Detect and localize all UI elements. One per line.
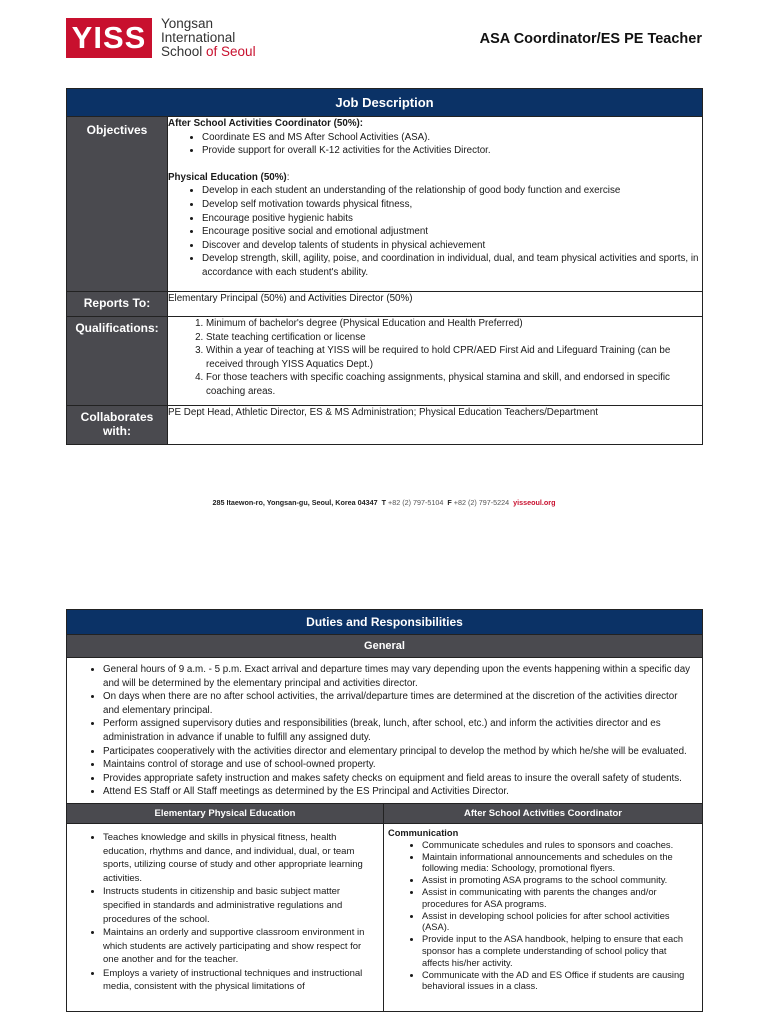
- qualifications-label: Qualifications:: [67, 317, 168, 406]
- list-item: • Encourage positive hygienic habits: [202, 212, 702, 226]
- list-item: • Develop self motivation towards physical fitness,: [202, 198, 702, 212]
- school-name-line1: Yongsan: [161, 16, 214, 31]
- list-item: • Encourage positive social and emotional adjustment: [202, 225, 702, 239]
- list-item: • Maintains control of storage and use of school-owned property.: [103, 758, 694, 772]
- es-pe-heading: Elementary Physical Education: [67, 803, 384, 823]
- school-logo: YISS: [66, 18, 152, 58]
- document-title: ASA Coordinator/ES PE Teacher: [479, 31, 702, 47]
- list-item: 1. Minimum of bachelor's degree (Physical Education and Health Preferred): [206, 317, 702, 331]
- pe-objective-list: [168, 184, 702, 279]
- qualifications-content: [168, 317, 703, 406]
- list-item: 4. For those teachers with specific coaching assignments, physical stamina and skill, and endorsed in specific coaching areas.: [206, 371, 702, 398]
- list-item: • Discover and develop talents of students in physical achievement: [202, 239, 702, 253]
- es-pe-list: [67, 831, 375, 994]
- asa-objective-heading: After School Activities Coordinator (50%):: [168, 118, 364, 129]
- list-item: • Perform assigned supervisory duties and responsibilities (break, lunch, after school, etc.) and inform the activities director and es administration in advance if unable to fulfill any assigned duty.: [103, 717, 694, 744]
- objectives-label: Objectives: [67, 117, 168, 292]
- asa-coordinator-heading: After School Activities Coordinator: [384, 803, 703, 823]
- list-item: • Coordinate ES and MS After School Activities (ASA).: [202, 131, 702, 145]
- asa-objective-list: [168, 131, 702, 158]
- footer-phone: +82 (2) 797-5104: [388, 498, 444, 507]
- school-name-line3: [161, 45, 256, 59]
- asa-coordinator-list: [388, 840, 696, 993]
- list-item: • Provides appropriate safety instruction and makes safety checks on equipment and field areas to insure the overall safety of students.: [103, 772, 694, 786]
- pe-objective-heading-suffix: :: [286, 171, 290, 183]
- list-item: • Participates cooperatively with the activities director and elementary principal to develop the method by which he/she will be evaluated.: [103, 745, 694, 759]
- list-item: • Attend ES Staff or All Staff meetings as determined by the ES Principal and Activities Director.: [103, 785, 694, 799]
- duties-heading: Duties and Responsibilities: [67, 610, 703, 635]
- list-item: • Teaches knowledge and skills in physical fitness, health education, rhythms and dance, and individual, dual, or team sports, utilizing course of study and other appropriate learning activities.: [103, 831, 375, 885]
- list-item: • Communicate with the AD and ES Office if students are causing behavioral issues in a class.: [422, 970, 696, 994]
- job-description-heading: Job Description: [67, 89, 703, 117]
- job-description-table: [66, 88, 703, 445]
- communication-heading: Communication: [388, 827, 459, 838]
- general-heading: General: [67, 635, 703, 658]
- general-list: [67, 663, 694, 799]
- list-item: • Provide input to the ASA handbook, helping to ensure that each sponsor has a complete understanding of school policy that affects his/her activity.: [422, 934, 696, 969]
- list-item: • Assist in promoting ASA programs to the school community.: [422, 875, 696, 887]
- duties-table: [66, 609, 703, 1012]
- list-item: • Develop strength, skill, agility, poise, and coordination in individual, dual, and team physical activities and sports, in accordance with each student's ability.: [202, 252, 702, 279]
- footer-fax: +82 (2) 797-5224: [453, 498, 510, 507]
- school-name-line2: International: [161, 30, 236, 45]
- school-name: [161, 17, 256, 59]
- es-pe-content: [67, 823, 384, 1011]
- page-header: [66, 18, 702, 62]
- school-name-line3b: of Seoul: [206, 44, 256, 59]
- list-item: • Employs a variety of instructional techniques and instructional media, consistent with the physical limitations of: [103, 967, 375, 994]
- collaborates-value: PE Dept Head, Athletic Director, ES & MS Administration; Physical Education Teachers/Department: [168, 406, 703, 445]
- general-content: [67, 658, 703, 804]
- list-item: • General hours of 9 a.m. - 5 p.m. Exact arrival and departure times may vary depending upon the events happening within a specific day and will be determined by the elementary principal and activities director.: [103, 663, 694, 690]
- qualifications-list: [168, 317, 702, 399]
- pe-objective-heading-line: [168, 171, 702, 185]
- reports-to-label: Reports To:: [67, 292, 168, 317]
- footer-website-link[interactable]: yisseoul.org: [513, 498, 556, 507]
- footer-phone-label: T: [381, 498, 387, 507]
- collaborates-label: Collaborates with:: [67, 406, 168, 445]
- list-item: • Develop in each student an understanding of the relationship of good body function and exercise: [202, 184, 702, 198]
- list-item: • Maintains an orderly and supportive classroom environment in which students are actively participating and show respect for one another and for the teacher.: [103, 926, 375, 967]
- list-item: 2. State teaching certification or license: [206, 331, 702, 345]
- list-item: 3. Within a year of teaching at YISS will be required to hold CPR/AED First Aid and Lifeguard Training (can be received through YISS Aquatics Dept.): [206, 344, 702, 371]
- page-footer: [0, 498, 768, 507]
- list-item: • Assist in communicating with parents the changes and/or procedures for ASA programs.: [422, 887, 696, 911]
- list-item: • Provide support for overall K-12 activities for the Activities Director.: [202, 144, 702, 158]
- list-item: • Communicate schedules and rules to sponsors and coaches.: [422, 840, 696, 852]
- footer-fax-label: F: [447, 498, 452, 507]
- school-name-line3a: School: [161, 44, 207, 59]
- reports-to-value: Elementary Principal (50%) and Activities Director (50%): [168, 292, 703, 317]
- pe-objective-heading: Physical Education (50%): [168, 171, 287, 183]
- list-item: • On days when there are no after school activities, the arrival/departure times are determined at the discretion of the activities director and elementary principal.: [103, 690, 694, 717]
- list-item: • Maintain informational announcements and schedules on the following media: Schoology, promotional flyers.: [422, 852, 696, 876]
- objectives-content: [168, 117, 703, 292]
- asa-coordinator-content: [384, 823, 703, 1011]
- footer-address: 285 Itaewon-ro, Yongsan-gu, Seoul, Korea 04347: [212, 498, 378, 507]
- list-item: • Assist in developing school policies for after school activities (ASA).: [422, 911, 696, 935]
- list-item: • Instructs students in citizenship and basic subject matter specified in standards and administrative regulations and procedures of the school.: [103, 885, 375, 926]
